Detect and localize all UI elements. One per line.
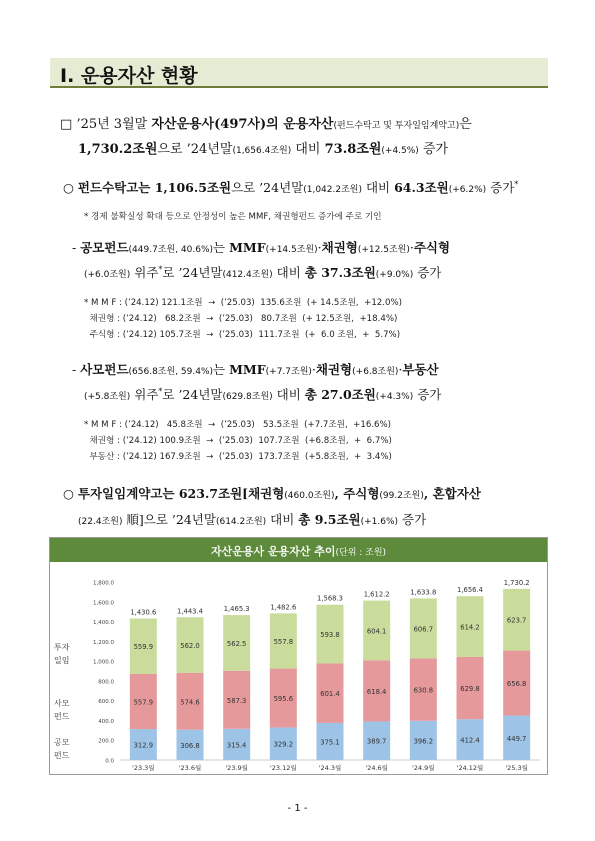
data-label: 557.9 bbox=[133, 698, 154, 707]
public-text: 대비 bbox=[272, 265, 305, 280]
data-label: 587.3 bbox=[226, 696, 247, 705]
fund-star: * bbox=[514, 179, 519, 189]
total-label: 1,482.6 bbox=[270, 603, 297, 612]
summary-text: 증가 bbox=[418, 142, 449, 157]
y-tick-label: 0.0 bbox=[105, 758, 114, 765]
private-text: · bbox=[398, 362, 403, 377]
public-dash: - bbox=[72, 240, 77, 255]
legend-label: 공모 bbox=[54, 738, 70, 747]
section-header bbox=[50, 58, 548, 88]
public-text: 로 ’24년말 bbox=[162, 265, 223, 280]
public-text: (+14.5조원) bbox=[265, 245, 318, 255]
data-label: 562.5 bbox=[226, 639, 247, 648]
private-text: 로 ’24년말 bbox=[162, 387, 223, 402]
public-text: (449.7조원, 40.6%) bbox=[128, 245, 214, 255]
private-text: 사모펀드 bbox=[80, 362, 129, 377]
y-tick-label: 1,800.0 bbox=[93, 580, 114, 587]
discretionary-line-2 bbox=[78, 510, 426, 528]
fund-text: (1,042.2조원) bbox=[303, 185, 362, 195]
discretionary-line-1 bbox=[63, 484, 481, 502]
summary-line-1 bbox=[60, 113, 472, 132]
public-text: · bbox=[409, 240, 414, 255]
total-label: 1,430.6 bbox=[130, 608, 157, 617]
private-text: 대비 bbox=[272, 387, 305, 402]
total-label: 1,730.2 bbox=[503, 578, 530, 587]
private-text: (629.8조원) bbox=[222, 392, 273, 402]
private-text: (656.8조원, 59.4%) bbox=[128, 367, 214, 377]
private-text: 채권형 bbox=[315, 362, 353, 377]
summary-text: 대비 bbox=[291, 142, 325, 157]
summary-text: ’25년 3월말 bbox=[76, 117, 152, 132]
private-text: (+5.8조원) bbox=[84, 392, 131, 402]
public-text: (+12.5조원) bbox=[357, 245, 410, 255]
private-note: 채권형 : (’24.12) 100.9조원 → (’25.03) 107.7조원 (+6.8조원, + 6.7%) bbox=[84, 436, 392, 446]
x-tick-label: '23.9월 bbox=[225, 764, 248, 772]
public-fund-line-2 bbox=[84, 263, 441, 281]
private-dash: - bbox=[72, 362, 77, 377]
fund-text: 64.3조원 bbox=[394, 180, 449, 195]
public-text: 증가 bbox=[413, 265, 442, 280]
public-note: 채권형 : (’24.12) 68.2조원 → (’25.03) 80.7조원 (+ 12.5조원, +18.4%) bbox=[84, 314, 398, 324]
public-text: 공모펀드 bbox=[80, 240, 129, 255]
private-text: MMF bbox=[229, 362, 266, 377]
data-label: 614.2 bbox=[460, 623, 480, 632]
discretionary-text: 증가 bbox=[398, 512, 427, 527]
discretionary-bullet: ○ bbox=[63, 486, 74, 501]
data-label: 618.4 bbox=[366, 687, 387, 696]
chart-title-bar bbox=[50, 538, 547, 562]
discretionary-text: (22.4조원) bbox=[78, 517, 123, 527]
data-label: 306.8 bbox=[180, 741, 200, 750]
fund-bullet: ○ bbox=[63, 180, 74, 195]
discretionary-text: (99.2조원) bbox=[379, 491, 424, 501]
discretionary-text: 대비 bbox=[266, 512, 299, 527]
public-star: * bbox=[158, 264, 163, 274]
x-tick-label: '24.6월 bbox=[365, 764, 388, 772]
discretionary-text: (614.2조원) bbox=[215, 517, 267, 527]
x-tick-label: '24.3월 bbox=[318, 764, 342, 772]
x-tick-label: '24.12월 bbox=[456, 764, 484, 772]
private-fund-line-1 bbox=[72, 360, 439, 378]
discretionary-text: [채권형 bbox=[242, 486, 285, 501]
data-label: 595.6 bbox=[273, 694, 294, 703]
y-tick-label: 1,600.0 bbox=[93, 600, 114, 607]
data-label: 449.7 bbox=[506, 734, 527, 743]
discretionary-text: 총 9.5조원 bbox=[298, 512, 361, 527]
total-label: 1,465.3 bbox=[223, 605, 250, 614]
legend-label: 펀드 bbox=[54, 751, 70, 760]
fund-text: (+6.2%) bbox=[448, 185, 487, 195]
legend-label: 사모 bbox=[54, 699, 70, 708]
summary-text: 1,730.2조원 bbox=[78, 142, 158, 157]
data-label: 606.7 bbox=[413, 625, 434, 634]
summary-text: (+4.5%) bbox=[381, 146, 419, 156]
private-text: 부동산 bbox=[402, 362, 439, 377]
data-label: 412.4 bbox=[460, 736, 480, 745]
data-label: 601.4 bbox=[320, 690, 340, 699]
discretionary-text: 투자일임계약고는 623.7조원 bbox=[77, 486, 243, 501]
private-text: (+6.8조원) bbox=[352, 367, 399, 377]
private-text: (+4.3%) bbox=[375, 392, 414, 402]
public-text: (+9.0%) bbox=[375, 270, 414, 280]
data-label: 593.8 bbox=[320, 631, 340, 640]
legend-label: 투자 bbox=[54, 643, 70, 652]
data-label: 630.8 bbox=[413, 686, 434, 695]
private-note: 부동산 : (’24.12) 167.9조원 → (’25.03) 173.7조원 (+5.8조원, + 3.4%) bbox=[84, 452, 392, 462]
discretionary-text: (+1.6%) bbox=[360, 517, 399, 527]
summary-text: 73.8조원 bbox=[324, 142, 382, 157]
data-label: 623.7 bbox=[506, 616, 527, 625]
y-tick-label: 200.0 bbox=[98, 738, 114, 745]
private-text: · bbox=[311, 362, 316, 377]
fund-line bbox=[63, 178, 518, 196]
total-label: 1,656.4 bbox=[457, 586, 483, 595]
data-label: 312.9 bbox=[133, 741, 154, 750]
data-label: 389.7 bbox=[366, 737, 387, 746]
summary-bullet: □ bbox=[60, 117, 73, 132]
data-label: 656.8 bbox=[506, 680, 527, 689]
data-label: 315.4 bbox=[226, 741, 247, 750]
public-text: 총 37.3조원 bbox=[304, 265, 376, 280]
y-tick-label: 1,200.0 bbox=[93, 639, 114, 646]
private-text: 증가 bbox=[413, 387, 442, 402]
x-tick-label: '23.3월 bbox=[132, 764, 155, 772]
chart-unit: (단위 : 조원) bbox=[335, 548, 387, 558]
data-label: 396.2 bbox=[413, 737, 434, 746]
public-text: MMF bbox=[229, 240, 266, 255]
legend-label: 펀드 bbox=[54, 712, 70, 721]
public-text: · bbox=[317, 240, 322, 255]
section-title: Ⅰ. 운용자산 현황 bbox=[60, 65, 198, 87]
fund-note: * 경제 불확실성 확대 등으로 안정성이 높은 MMF, 채권형펀드 증가에 주로 기인 bbox=[84, 212, 382, 222]
total-label: 1,612.2 bbox=[363, 590, 390, 599]
public-text: (412.4조원) bbox=[222, 270, 273, 280]
private-note: * M M F : (’24.12) 45.8조원 → (’25.03) 53.5조원 (+7.7조원, +16.6%) bbox=[84, 420, 392, 430]
private-fund-line-2 bbox=[84, 385, 441, 403]
chart-title-text: 자산운용사 운용자산 추이 bbox=[210, 545, 336, 558]
legend-label: 일임 bbox=[54, 656, 70, 665]
data-label: 557.8 bbox=[273, 637, 294, 646]
fund-text: 펀드수탁고는 1,106.5조원 bbox=[77, 180, 232, 195]
summary-text: (1,656.4조원) bbox=[232, 146, 292, 156]
x-tick-label: '23.12월 bbox=[269, 764, 297, 772]
data-label: 559.9 bbox=[133, 643, 154, 652]
summary-text: (펀드수탁고 및 투자일임계약고) bbox=[333, 121, 460, 131]
total-label: 1,443.4 bbox=[177, 607, 203, 616]
data-label: 562.0 bbox=[180, 642, 200, 651]
data-label: 574.6 bbox=[180, 698, 200, 707]
public-text: 는 bbox=[213, 240, 230, 255]
summary-line-2 bbox=[78, 138, 448, 157]
chart-title bbox=[50, 543, 547, 559]
private-text: 위주 bbox=[130, 387, 159, 402]
data-label: 604.1 bbox=[366, 627, 387, 636]
y-tick-label: 400.0 bbox=[98, 718, 114, 725]
y-tick-label: 800.0 bbox=[98, 679, 114, 686]
public-text: 위주 bbox=[130, 265, 159, 280]
public-note: 주식형 : (’24.12) 105.7조원 → (’25.03) 111.7조원 (+ 6.0 조원, + 5.7%) bbox=[84, 330, 401, 340]
chart-plot bbox=[50, 562, 547, 774]
summary-text: 자산운용사(497사)의 운용자산 bbox=[151, 117, 334, 132]
page-number: - 1 - bbox=[287, 803, 308, 814]
data-label: 375.1 bbox=[320, 738, 340, 747]
discretionary-text: 順]으로 ’24년말 bbox=[122, 512, 216, 527]
y-tick-label: 1,400.0 bbox=[93, 620, 114, 627]
y-tick-label: 600.0 bbox=[98, 699, 114, 706]
x-tick-label: '24.9월 bbox=[412, 764, 435, 772]
public-note: * M M F : (’24.12) 121.1조원 → (’25.03) 135.6조원 (+ 14.5조원, +12.0%) bbox=[84, 298, 402, 308]
fund-text: 대비 bbox=[361, 180, 395, 195]
private-text: 는 bbox=[213, 362, 230, 377]
public-fund-line-1 bbox=[72, 238, 450, 256]
fund-text: 으로 ’24년말 bbox=[231, 180, 304, 195]
public-text: 주식형 bbox=[413, 240, 451, 255]
x-tick-label: '25.3월 bbox=[505, 764, 528, 772]
total-label: 1,568.3 bbox=[317, 594, 343, 603]
summary-text: 은 bbox=[459, 117, 472, 132]
chart-container bbox=[49, 537, 548, 775]
data-label: 329.2 bbox=[273, 740, 294, 749]
public-text: (+6.0조원) bbox=[84, 270, 131, 280]
x-tick-label: '23.6월 bbox=[178, 764, 202, 772]
private-text: 총 27.0조원 bbox=[304, 387, 376, 402]
private-text: (+7.7조원) bbox=[265, 367, 312, 377]
discretionary-text: (460.0조원) bbox=[284, 491, 335, 501]
private-star: * bbox=[158, 386, 163, 396]
discretionary-text: , 혼합자산 bbox=[423, 486, 481, 501]
discretionary-text: , 주식형 bbox=[334, 486, 380, 501]
data-label: 629.8 bbox=[460, 685, 480, 694]
y-tick-label: 1,000.0 bbox=[93, 659, 114, 666]
fund-text: 증가 bbox=[486, 180, 515, 195]
public-text: 채권형 bbox=[321, 240, 358, 255]
summary-text: 으로 ’24년말 bbox=[157, 142, 233, 157]
total-label: 1,633.8 bbox=[410, 588, 437, 597]
